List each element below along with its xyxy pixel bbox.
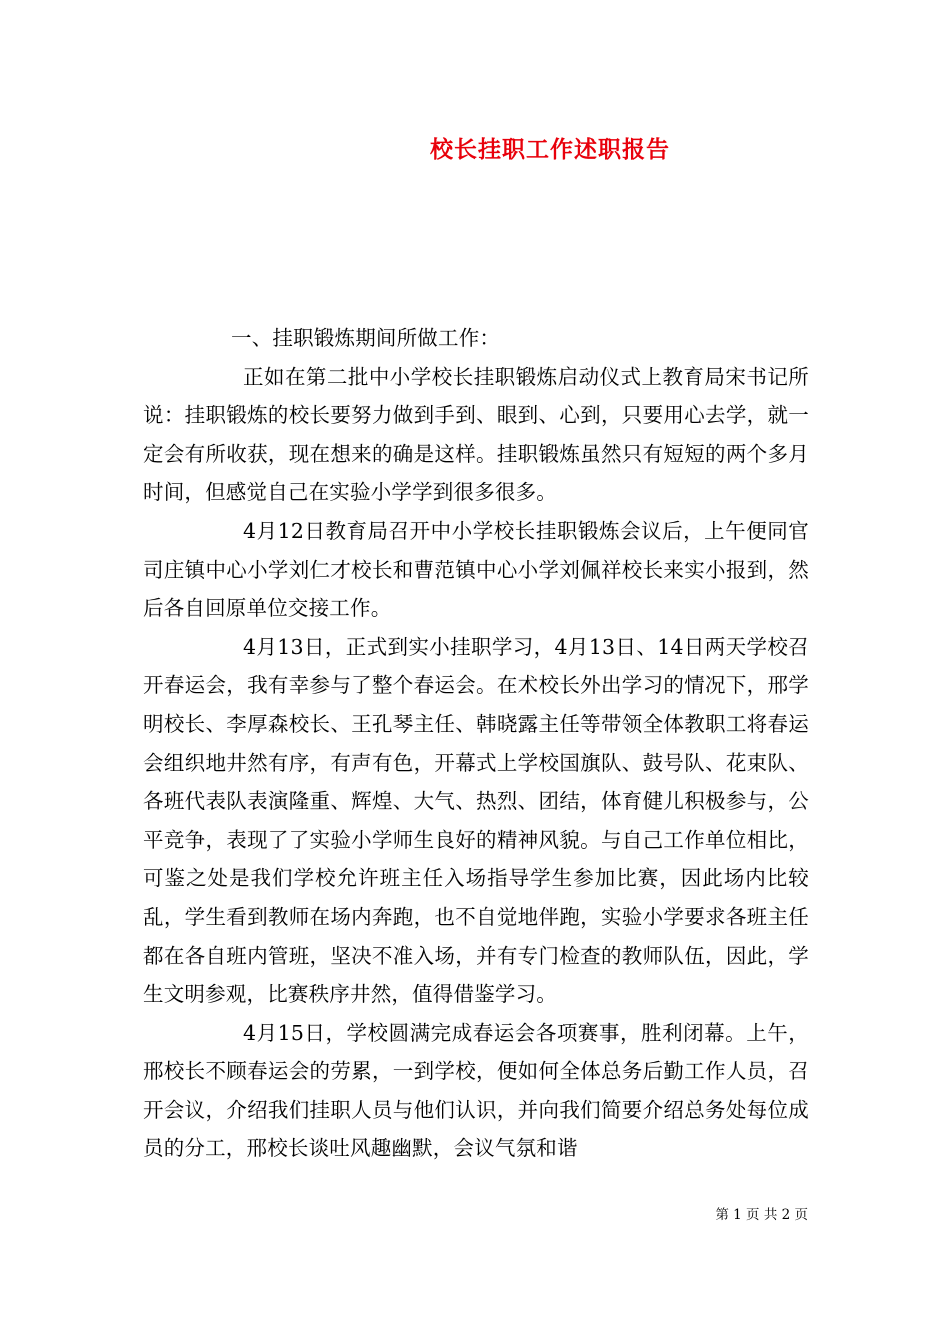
paragraph-1: 正如在第二批中小学校长挂职锻炼启动仪式上教育局宋书记所说：挂职锻炼的校长要努力做到手到、眼到、心到，只要用心去学，就一定会有所收获，现在想来的确是这样。挂职锻炼虽然只有短短的两个多月时间，但感觉自己在实验小学学到很多很多。 [143, 364, 809, 505]
document-body [143, 319, 809, 1168]
section-heading: 一、挂职锻炼期间所做工作： [231, 326, 501, 350]
page-number: 第 1 页 共 2 页 [715, 1207, 808, 1223]
paragraph-2: 4月12日教育局召开中小学校长挂职锻炼会议后，上午便同官司庄镇中心小学刘仁才校长和曹范镇中心小学刘佩祥校长来实小报到，然后各自回原单位交接工作。 [143, 518, 809, 621]
paragraph-3: 4月13日，正式到实小挂职学习，4月13日、14日两天学校召开春运会，我有幸参与了整个春运会。在术校长外出学习的情况下，邢学明校长、李厚森校长、王孔琴主任、韩晓露主任等带领全体教职工将春运会组织地井然有序，有声有色，开幕式上学校国旗队、鼓号队、花束队、各班代表队表演隆重、辉煌、大气、热烈、团结，体育健儿积极参与，公平竞争，表现了了实验小学师生良好的精神风貌。与自己工作单位相比，可鉴之处是我们学校允许班主任入场指导学生参加比赛，因此场内比较乱，学生看到教师在场内奔跑，也不自觉地伴跑，实验小学要求各班主任都在各自班内管班，坚决不准入场，并有专门检查的教师队伍，因此，学生文明参观，比赛秩序井然，值得借鉴学习。 [143, 634, 809, 1007]
document-title: 校长挂职工作述职报告 [430, 136, 670, 163]
paragraph-4: 4月15日，学校圆满完成春运会各项赛事，胜利闭幕。上午，邢校长不顾春运会的劳累，一到学校，便如何全体总务后勤工作人员，召开会议，介绍我们挂职人员与他们认识，并向我们简要介绍总务处每位成员的分工，邢校长谈吐风趣幽默，会议气氛和谐 [143, 1020, 809, 1161]
